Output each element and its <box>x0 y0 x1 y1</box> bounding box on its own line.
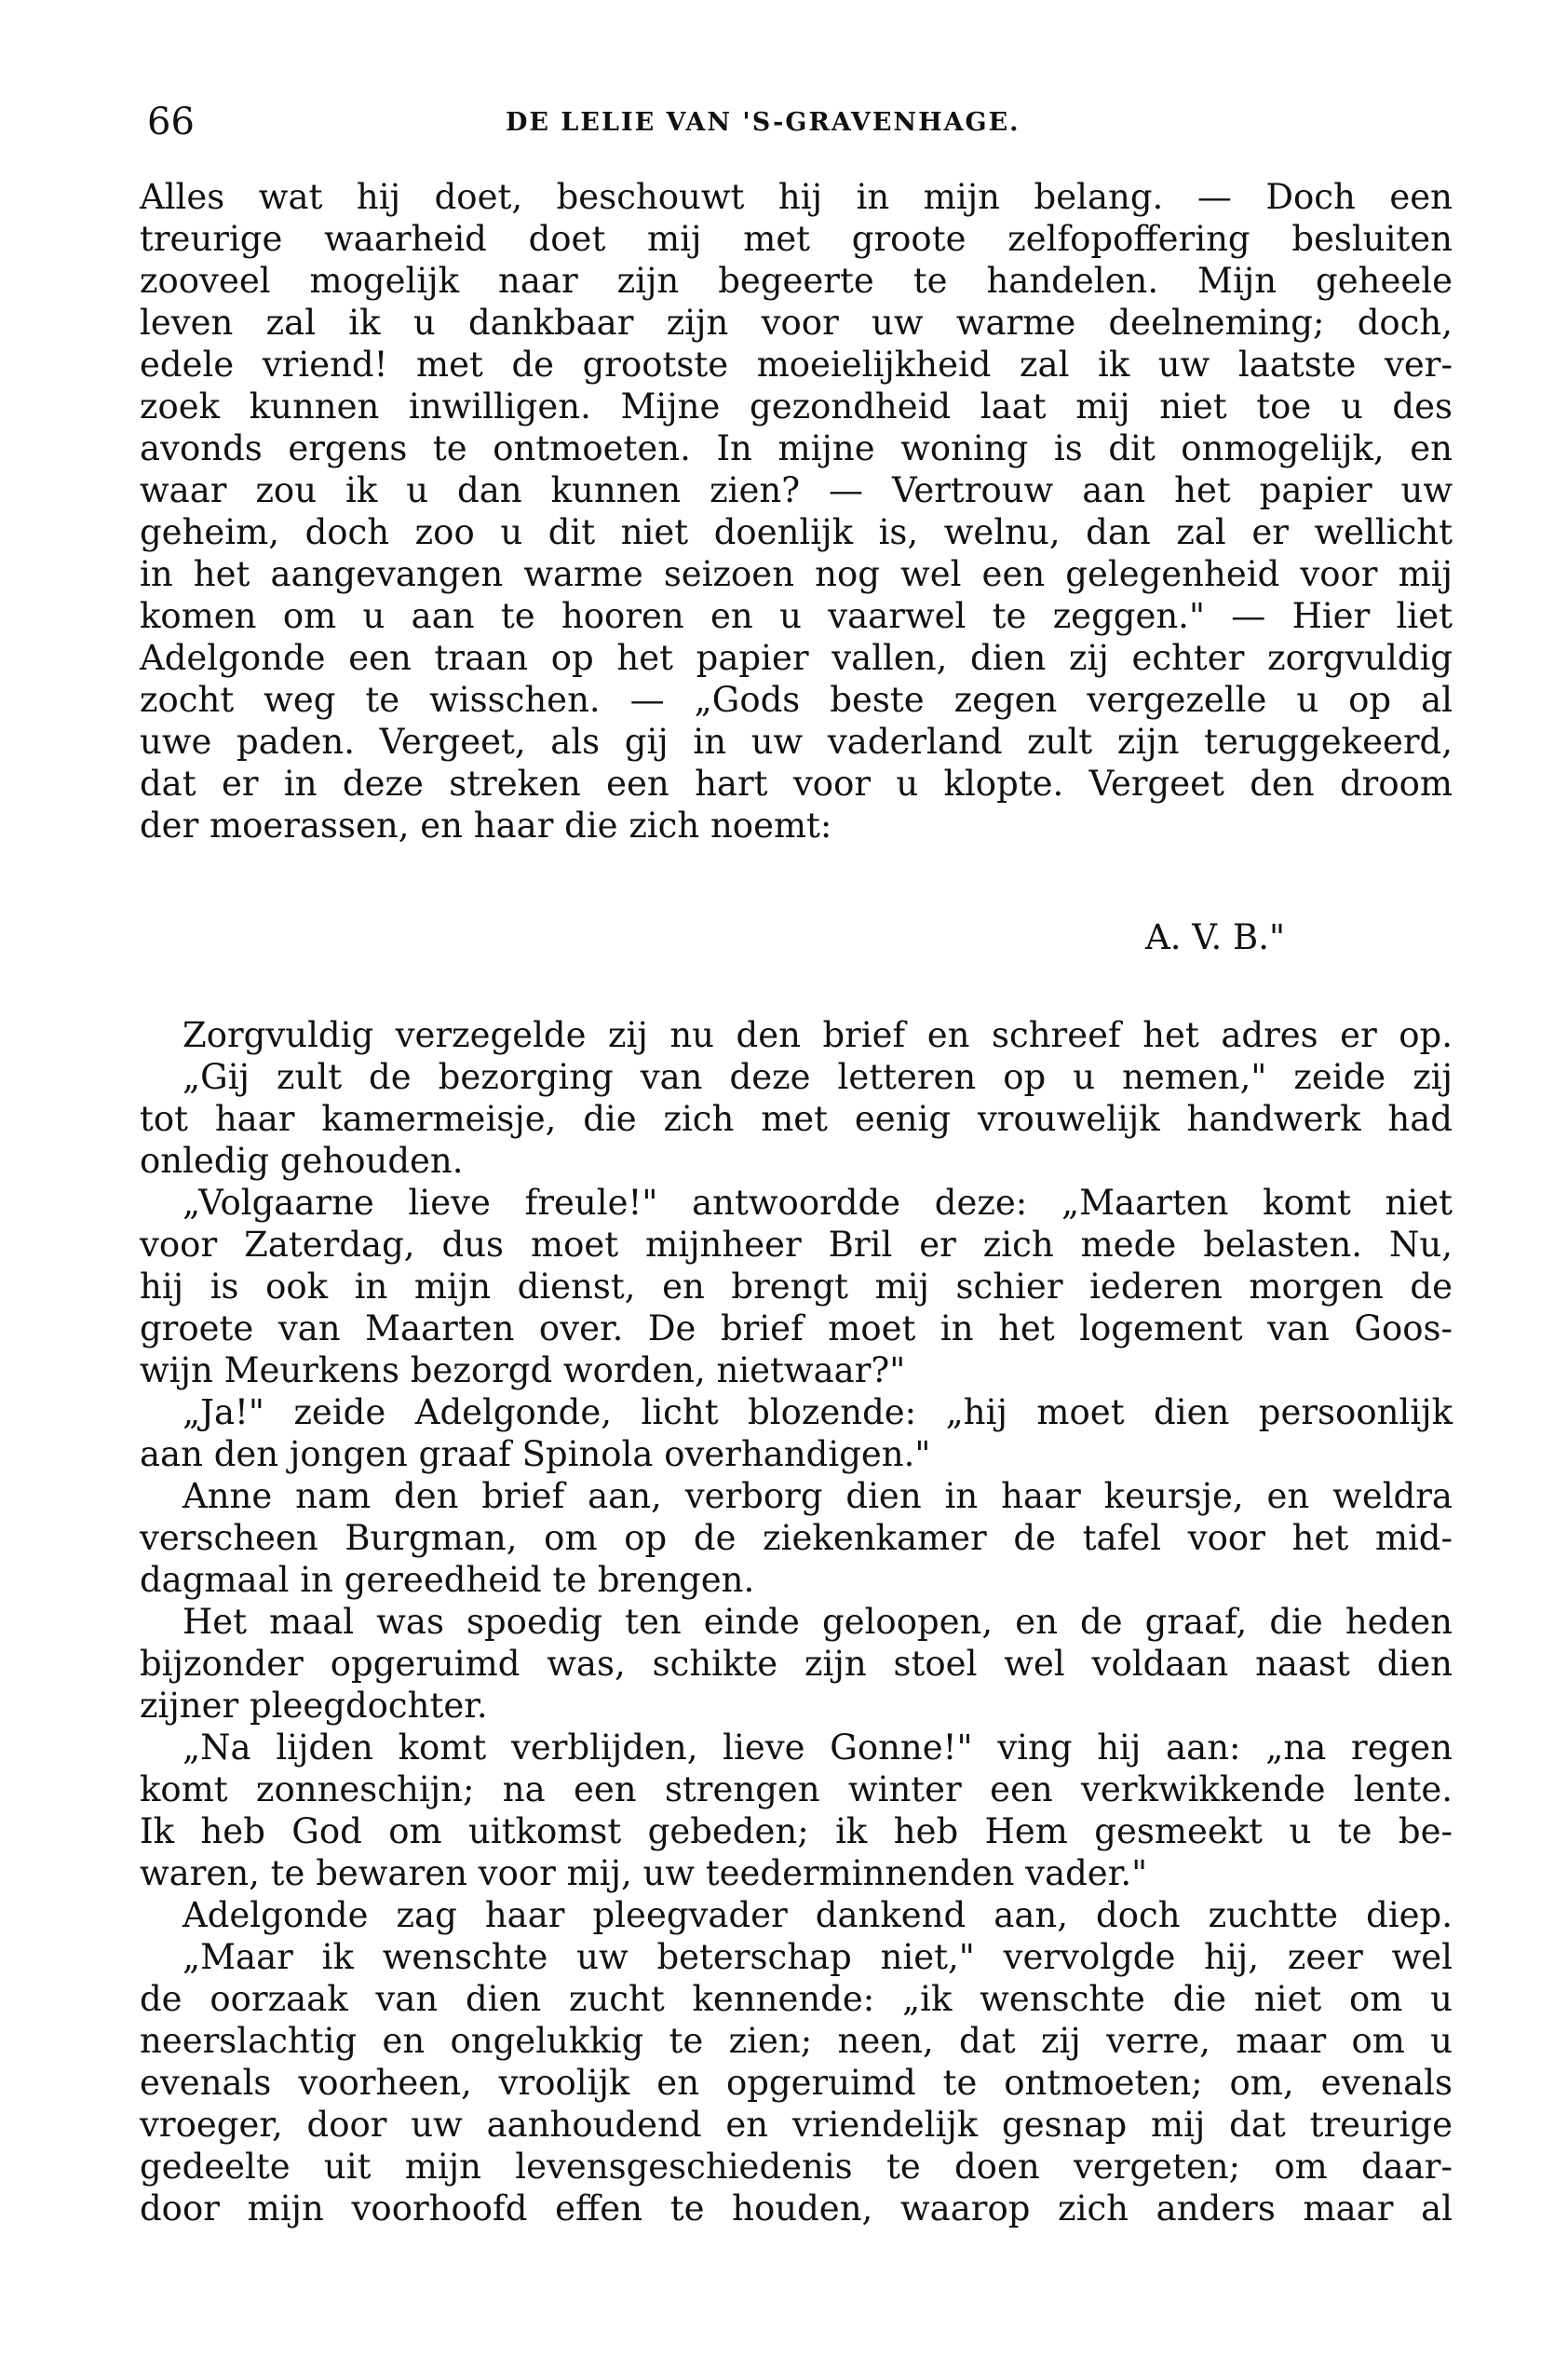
text-line: geheim, doch zoo u dit niet doenlijk is, welnu, dan zal er wellicht <box>140 512 1453 552</box>
text-line: wijn Meurkens bezorgd worden, nietwaar?" <box>140 1350 906 1390</box>
running-title: DE LELIE VAN 'S-GRAVENHAGE. <box>506 108 1021 137</box>
text-line: der moerassen, en haar die zich noemt: <box>140 806 832 846</box>
text-line: Zorgvuldig verzegelde zij nu den brief en schreef het adres er op. <box>182 1015 1453 1055</box>
text-line: de oorzaak van dien zucht kennende: „ik wenschte die niet om u <box>140 1979 1453 2019</box>
text-line: edele vriend! met de grootste moeielijkheid zal ik uw laatste ver- <box>140 345 1453 385</box>
text-line: evenals voorheen, vroolijk en opgeruimd te ontmoeten; om, evenals <box>140 2063 1453 2103</box>
text-line: in het aangevangen warme seizoen nog wel een gelegenheid voor mij <box>140 554 1453 594</box>
running-header <box>147 99 1451 145</box>
text-line: „Maar ik wenschte uw beterschap niet," vervolgde hij, zeer wel <box>182 1937 1453 1977</box>
text-line: treurige waarheid doet mij met groote zelfopoffering besluiten <box>140 219 1453 259</box>
text-line: vroeger, door uw aanhoudend en vriendelijk gesnap mij dat treurige <box>140 2105 1453 2145</box>
text-line: Anne nam den brief aan, verborg dien in haar keursje, en weldra <box>182 1476 1453 1516</box>
text-line: hij is ook in mijn dienst, en brengt mij schier iederen morgen de <box>140 1267 1453 1307</box>
text-line: bijzonder opgeruimd was, schikte zijn stoel wel voldaan naast dien <box>140 1644 1453 1684</box>
text-line: „Ja!" zeide Adelgonde, licht blozende: „hij moet dien persoonlijk <box>182 1392 1453 1432</box>
text-line: „Gij zult de bezorging van deze letteren op u nemen," zeide zij <box>182 1057 1453 1097</box>
text-line: Ik heb God om uitkomst gebeden; ik heb Hem gesmeekt u te be- <box>140 1811 1453 1851</box>
text-line: tot haar kamermeisje, die zich met eenig vrouwelijk handwerk had <box>140 1099 1453 1139</box>
text-line: door mijn voorhoofd effen te houden, waarop zich anders maar al <box>140 2188 1453 2229</box>
text-line: leven zal ik u dankbaar zijn voor uw warme deelneming; doch, <box>140 303 1453 343</box>
text-line: waren, te bewaren voor mij, uw teederminnenden vader." <box>140 1853 1148 1893</box>
text-line: „Volgaarne lieve freule!" antwoordde deze: „Maarten komt niet <box>182 1183 1453 1223</box>
text-line: onledig gehouden. <box>140 1141 464 1181</box>
page-number: 66 <box>147 101 195 143</box>
text-line: groete van Maarten over. De brief moet in het logement van Goos- <box>140 1308 1453 1348</box>
text-line: zooveel mogelijk naar zijn begeerte te handelen. Mijn geheele <box>140 261 1453 301</box>
text-line: avonds ergens te ontmoeten. In mijne woning is dit onmogelijk, en <box>140 428 1453 468</box>
text-line: Adelgonde zag haar pleegvader dankend aan, doch zuchtte diep. <box>182 1895 1453 1935</box>
text-line: Adelgonde een traan op het papier vallen, dien zij echter zorgvuldig <box>140 638 1453 678</box>
text-line: dat er in deze streken een hart voor u klopte. Vergeet den droom <box>140 764 1453 804</box>
text-line: komen om u aan te hooren en u vaarwel te zeggen." — Hier liet <box>140 596 1453 636</box>
text-line: aan den jongen graaf Spinola overhandigen." <box>140 1434 931 1474</box>
text-line: „Na lijden komt verblijden, lieve Gonne!" ving hij aan: „na regen <box>182 1727 1453 1768</box>
text-line: Alles wat hij doet, beschouwt hij in mijn belang. — Doch een <box>140 177 1453 217</box>
text-line: komt zonneschijn; na een strengen winter een verkwikkende lente. <box>140 1769 1453 1809</box>
text-line: zoek kunnen inwilligen. Mijne gezondheid laat mij niet toe u des <box>140 386 1453 427</box>
text-line: verscheen Burgman, om op de ziekenkamer de tafel voor het mid- <box>140 1518 1453 1558</box>
text-line: zocht weg te wisschen. — „Gods beste zegen vergezelle u op al <box>140 680 1453 720</box>
text-line: uwe paden. Vergeet, als gij in uw vaderland zult zijn teruggekeerd, <box>140 722 1453 762</box>
text-line: Het maal was spoedig ten einde geloopen, en de graaf, die heden <box>182 1602 1453 1642</box>
text-line: waar zou ik u dan kunnen zien? — Vertrouw aan het papier uw <box>140 470 1453 510</box>
signature-initials: A. V. B." <box>1145 917 1285 957</box>
text-line: neerslachtig en ongelukkig te zien; neen, dat zij verre, maar om u <box>140 2021 1453 2061</box>
text-line: gedeelte uit mijn levensgeschiedenis te doen vergeten; om daar- <box>140 2147 1453 2187</box>
text-line: zijner pleegdochter. <box>140 1686 488 1726</box>
text-line: dagmaal in gereedheid te brengen. <box>140 1560 755 1600</box>
text-line: voor Zaterdag, dus moet mijnheer Bril er zich mede belasten. Nu, <box>140 1225 1453 1265</box>
